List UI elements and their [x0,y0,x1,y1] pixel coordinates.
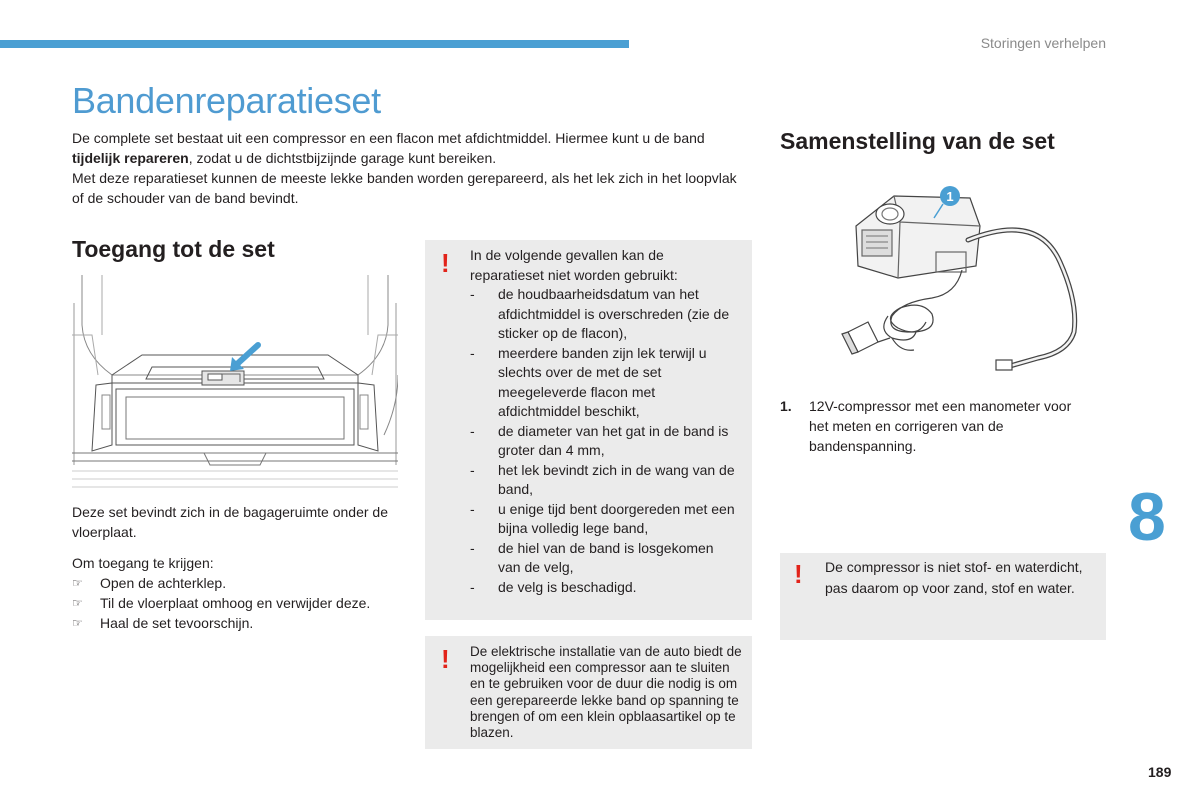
warning-box-electrical [425,636,752,749]
warning-intro: In de volgende gevallen kan de reparatieset niet worden gebruikt: [470,247,678,283]
exclamation-icon: ! [441,248,450,278]
warning-list [470,285,740,597]
access-steps [72,553,402,633]
dash-marker: - [470,422,475,439]
list-item [72,613,402,633]
list-item [72,593,402,613]
warning-text: De compressor is niet stof- en waterdicht, pas daarom op voor zand, stof en water. [825,559,1083,596]
warning-box-dust-water [780,553,1106,640]
list-item [470,461,740,500]
dash-marker: - [470,539,475,556]
legend-number: 1. [780,398,792,414]
page-title: Bandenreparatieset [72,80,381,121]
intro-paragraph-1 [72,128,752,168]
warning-text: De elektrische installatie van de auto biedt de mogelijkheid een compressor aan te sluiten en te gebruiken voor de duur die nodig is om een gerepareerde lekke band op spanning te brengen of om een klein opblaasartikel op te blazen. [470,644,742,741]
steps-intro: Om toegang te krijgen: [72,555,214,571]
intro-p1-bold: tijdelijk repareren [72,150,189,166]
intro-paragraph-2: Met deze reparatieset kunnen de meeste lekke banden worden gerepareerd, als het lek zich in het loopvlak of de schouder van de band bevindt. [72,170,737,206]
intro-p1-start: De complete set bestaat uit een compressor en een flacon met afdichtmiddel. Hiermee kunt u de band [72,130,705,146]
pointing-hand-icon: ☞ [72,616,83,630]
exclamation-icon: ! [794,559,803,589]
list-item [72,573,402,593]
section-label: Storingen verhelpen [980,35,1106,51]
access-description: Deze set bevindt zich in de bagageruimte onder de vloerplaat. [72,504,388,540]
compressor-illustration [838,182,1090,378]
pointing-hand-icon: ☞ [72,596,83,610]
warning-item-text: u enige tijd bent doorgereden met een bijna volledig lege band, [498,500,735,536]
dash-marker: - [470,344,475,361]
warning-item-text: de diameter van het gat in de band is groter dan 4 mm, [498,422,729,458]
list-item [470,578,740,598]
step-text: Haal de set tevoorschijn. [100,615,254,631]
warning-item-text: de houdbaarheidsdatum van het afdichtmiddel is overschreden (zie de sticker op de flacon), [498,286,730,341]
warning-item-text: het lek bevindt zich in de wang van de band, [498,461,735,497]
list-item [470,500,740,539]
list-item [470,422,740,461]
warning-box-restrictions [425,240,752,620]
list-item [470,344,740,422]
dash-marker: - [470,578,475,595]
step-text: Open de achterklep. [100,575,227,591]
dash-marker: - [470,286,475,302]
page-number: 189 [1148,764,1172,780]
warning-item-text: de hiel van de band is losgekomen van de velg, [498,539,714,575]
warning-text [470,246,740,597]
exclamation-icon: ! [441,644,450,674]
dash-marker: - [470,500,475,517]
list-item [470,285,740,344]
trunk-illustration [72,275,398,493]
intro-text [72,128,752,208]
dash-marker: - [470,461,475,478]
callout-number: 1 [946,189,954,204]
warning-item-text: meerdere banden zijn lek terwijl u slechts over de met de set meegeleverde flacon met afdichtmiddel beschikt, [498,344,707,419]
pointing-hand-icon: ☞ [72,576,83,590]
list-item [470,539,740,578]
composition-heading: Samenstelling van de set [780,128,1055,154]
step-text: Til de vloerplaat omhoog en verwijder deze. [100,595,371,611]
header-accent-bar [0,40,629,48]
chapter-number: 8 [1128,479,1166,555]
access-heading: Toegang tot de set [72,236,275,262]
intro-p1-end: , zodat u de dichtstbijzijnde garage kunt bereiken. [188,150,497,166]
warning-item-text: de velg is beschadigd. [498,578,637,595]
steps-list [72,573,402,633]
legend-text: 12V-compressor met een manometer voor het meten en corrigeren van de bandenspanning. [809,398,1072,454]
